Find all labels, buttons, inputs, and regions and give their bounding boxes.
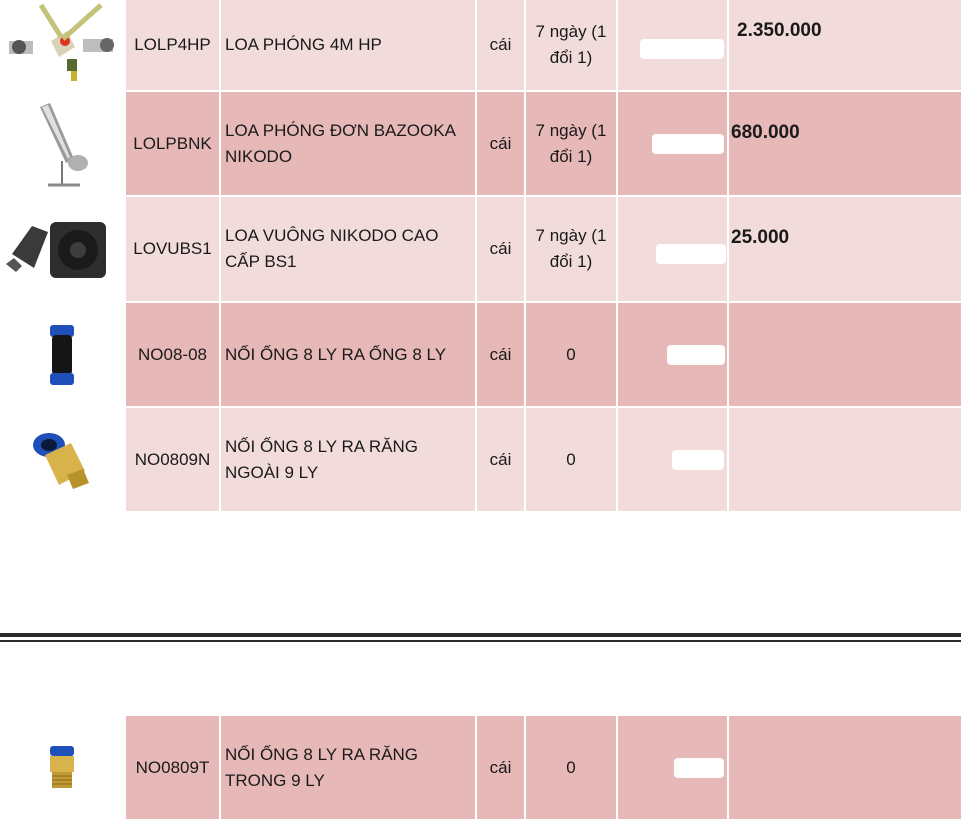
table-row [0,92,961,195]
redacted-cell [618,0,727,90]
product-price [729,303,961,406]
table-row [0,303,961,406]
brass-fitting-icon [0,408,124,511]
product-warranty: 7 ngày (1 đổi 1) [526,92,616,195]
redacted-cell [618,716,727,819]
product-code: NO08-08 [126,303,219,406]
page-break-line [0,633,961,637]
redacted-cell [618,303,727,406]
bazooka-horn-icon [0,92,124,195]
product-warranty: 0 [526,408,616,511]
product-unit: cái [477,303,524,406]
redacted-cell [618,408,727,511]
product-unit: cái [477,197,524,301]
product-name: NỐI ỐNG 8 LY RA RĂNG NGOÀI 9 LY [221,408,475,511]
brass-fitting-small-icon [0,716,124,819]
table-row [0,408,961,511]
horn-speaker-4-way-icon [0,0,124,90]
product-warranty: 7 ngày (1 đổi 1) [526,0,616,90]
product-warranty: 0 [526,303,616,406]
product-unit: cái [477,92,524,195]
product-warranty: 7 ngày (1 đổi 1) [526,197,616,301]
product-unit: cái [477,408,524,511]
product-price [729,408,961,511]
product-price: 25.000 [729,197,961,301]
product-name: LOA PHÓNG ĐƠN BAZOOKA NIKODO [221,92,475,195]
product-price [729,716,961,819]
product-price: 2.350.000 [729,0,961,90]
page-break-line [0,640,961,642]
tube-connector-icon [0,303,124,406]
product-code: LOLP4HP [126,0,219,90]
product-unit: cái [477,0,524,90]
product-code: LOVUBS1 [126,197,219,301]
table-row [0,197,961,301]
product-code: NO0809T [126,716,219,819]
redacted-cell [618,197,727,301]
product-unit: cái [477,716,524,819]
product-name: NỐI ỐNG 8 LY RA ỐNG 8 LY [221,303,475,406]
square-speaker-icon [0,197,124,301]
product-price: 680.000 [729,92,961,195]
product-name: LOA PHÓNG 4M HP [221,0,475,90]
table-row [0,716,961,819]
product-warranty: 0 [526,716,616,819]
redacted-cell [618,92,727,195]
table-row [0,0,961,90]
product-code: NO0809N [126,408,219,511]
product-code: LOLPBNK [126,92,219,195]
product-name: NỐI ỐNG 8 LY RA RĂNG TRONG 9 LY [221,716,475,819]
product-name: LOA VUÔNG NIKODO CAO CẤP BS1 [221,197,475,301]
